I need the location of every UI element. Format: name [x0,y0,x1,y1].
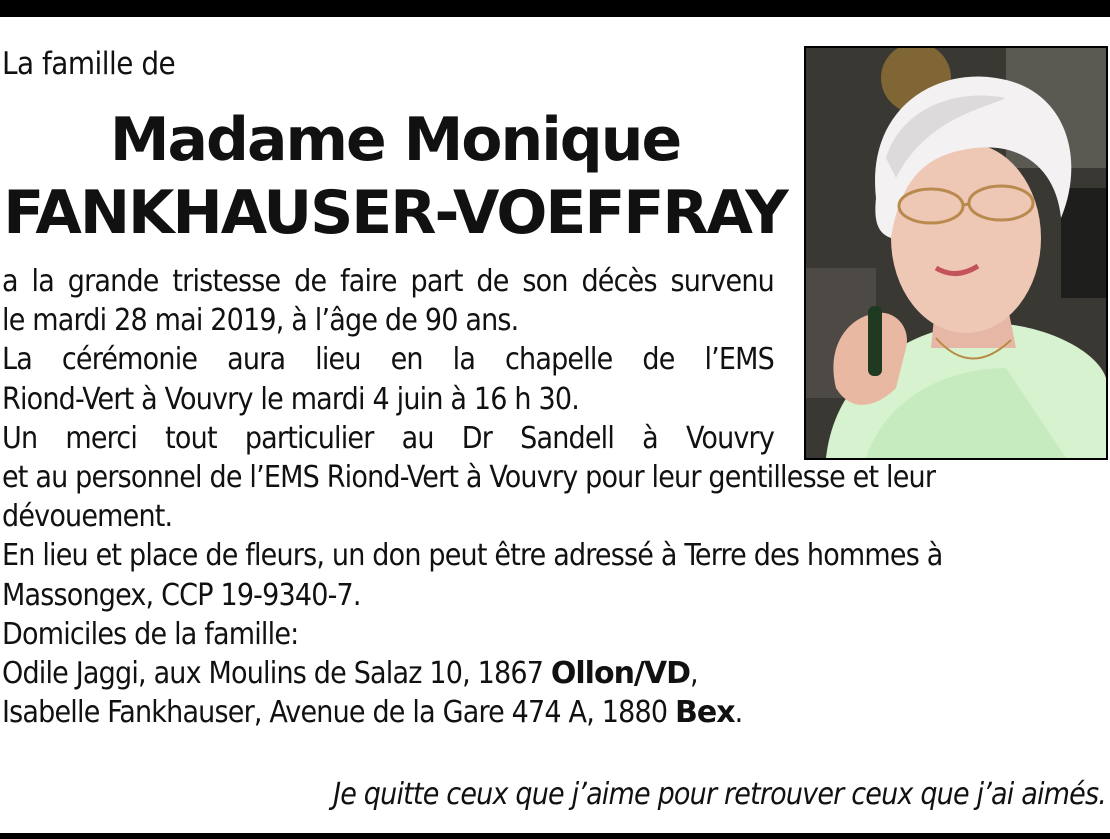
closing-quote: Je quitte ceux que j’aime pour retrouver ceux que j’ai aimés. [333,777,1106,812]
body-line: Riond-Vert à Vouvry le mardi 4 juin à 16 h 30. [2,381,580,417]
body-line: Un merci tout particulier au Dr Sandell à Vouvry [2,420,774,456]
address-city: Bex [674,695,735,731]
bottom-rule [0,833,1110,839]
address-line [2,654,1108,693]
address-line [2,693,1108,732]
address-text: Odile Jaggi, aux Moulins de Salaz 10, 1867 [2,655,551,691]
body-line: En lieu et place de fleurs, un don peut être adressé à Terre des hommes à [2,538,943,574]
body-line: a la grande tristesse de faire part de son décès survenu [2,264,774,299]
deceased-surname: FANKHAUSER-VOEFFRAY [3,178,787,248]
address-city: Ollon/VD [550,655,691,691]
address-text: Isabelle Fankhauser, Avenue de la Gare 474 A, 1880 [2,695,675,731]
body-line: Massongex, CCP 19-9340-7. [2,577,361,613]
body-line: dévouement. [2,499,173,535]
intro-text: La famille de [2,46,176,82]
deceased-name: Madame Monique [109,105,681,175]
top-rule [0,0,1110,17]
address-end: , [690,655,698,691]
address-end: . [734,695,743,731]
body-line: le mardi 28 mai 2019, à l’âge de 90 ans. [2,303,519,339]
body-line: La cérémonie aura lieu en la chapelle de l’EMS [2,342,774,378]
notice-body [2,262,1108,732]
body-line: Domiciles de la famille: [2,616,299,652]
body-line: et au personnel de l’EMS Riond-Vert à Vouvry pour leur gentillesse et leur [2,459,936,495]
